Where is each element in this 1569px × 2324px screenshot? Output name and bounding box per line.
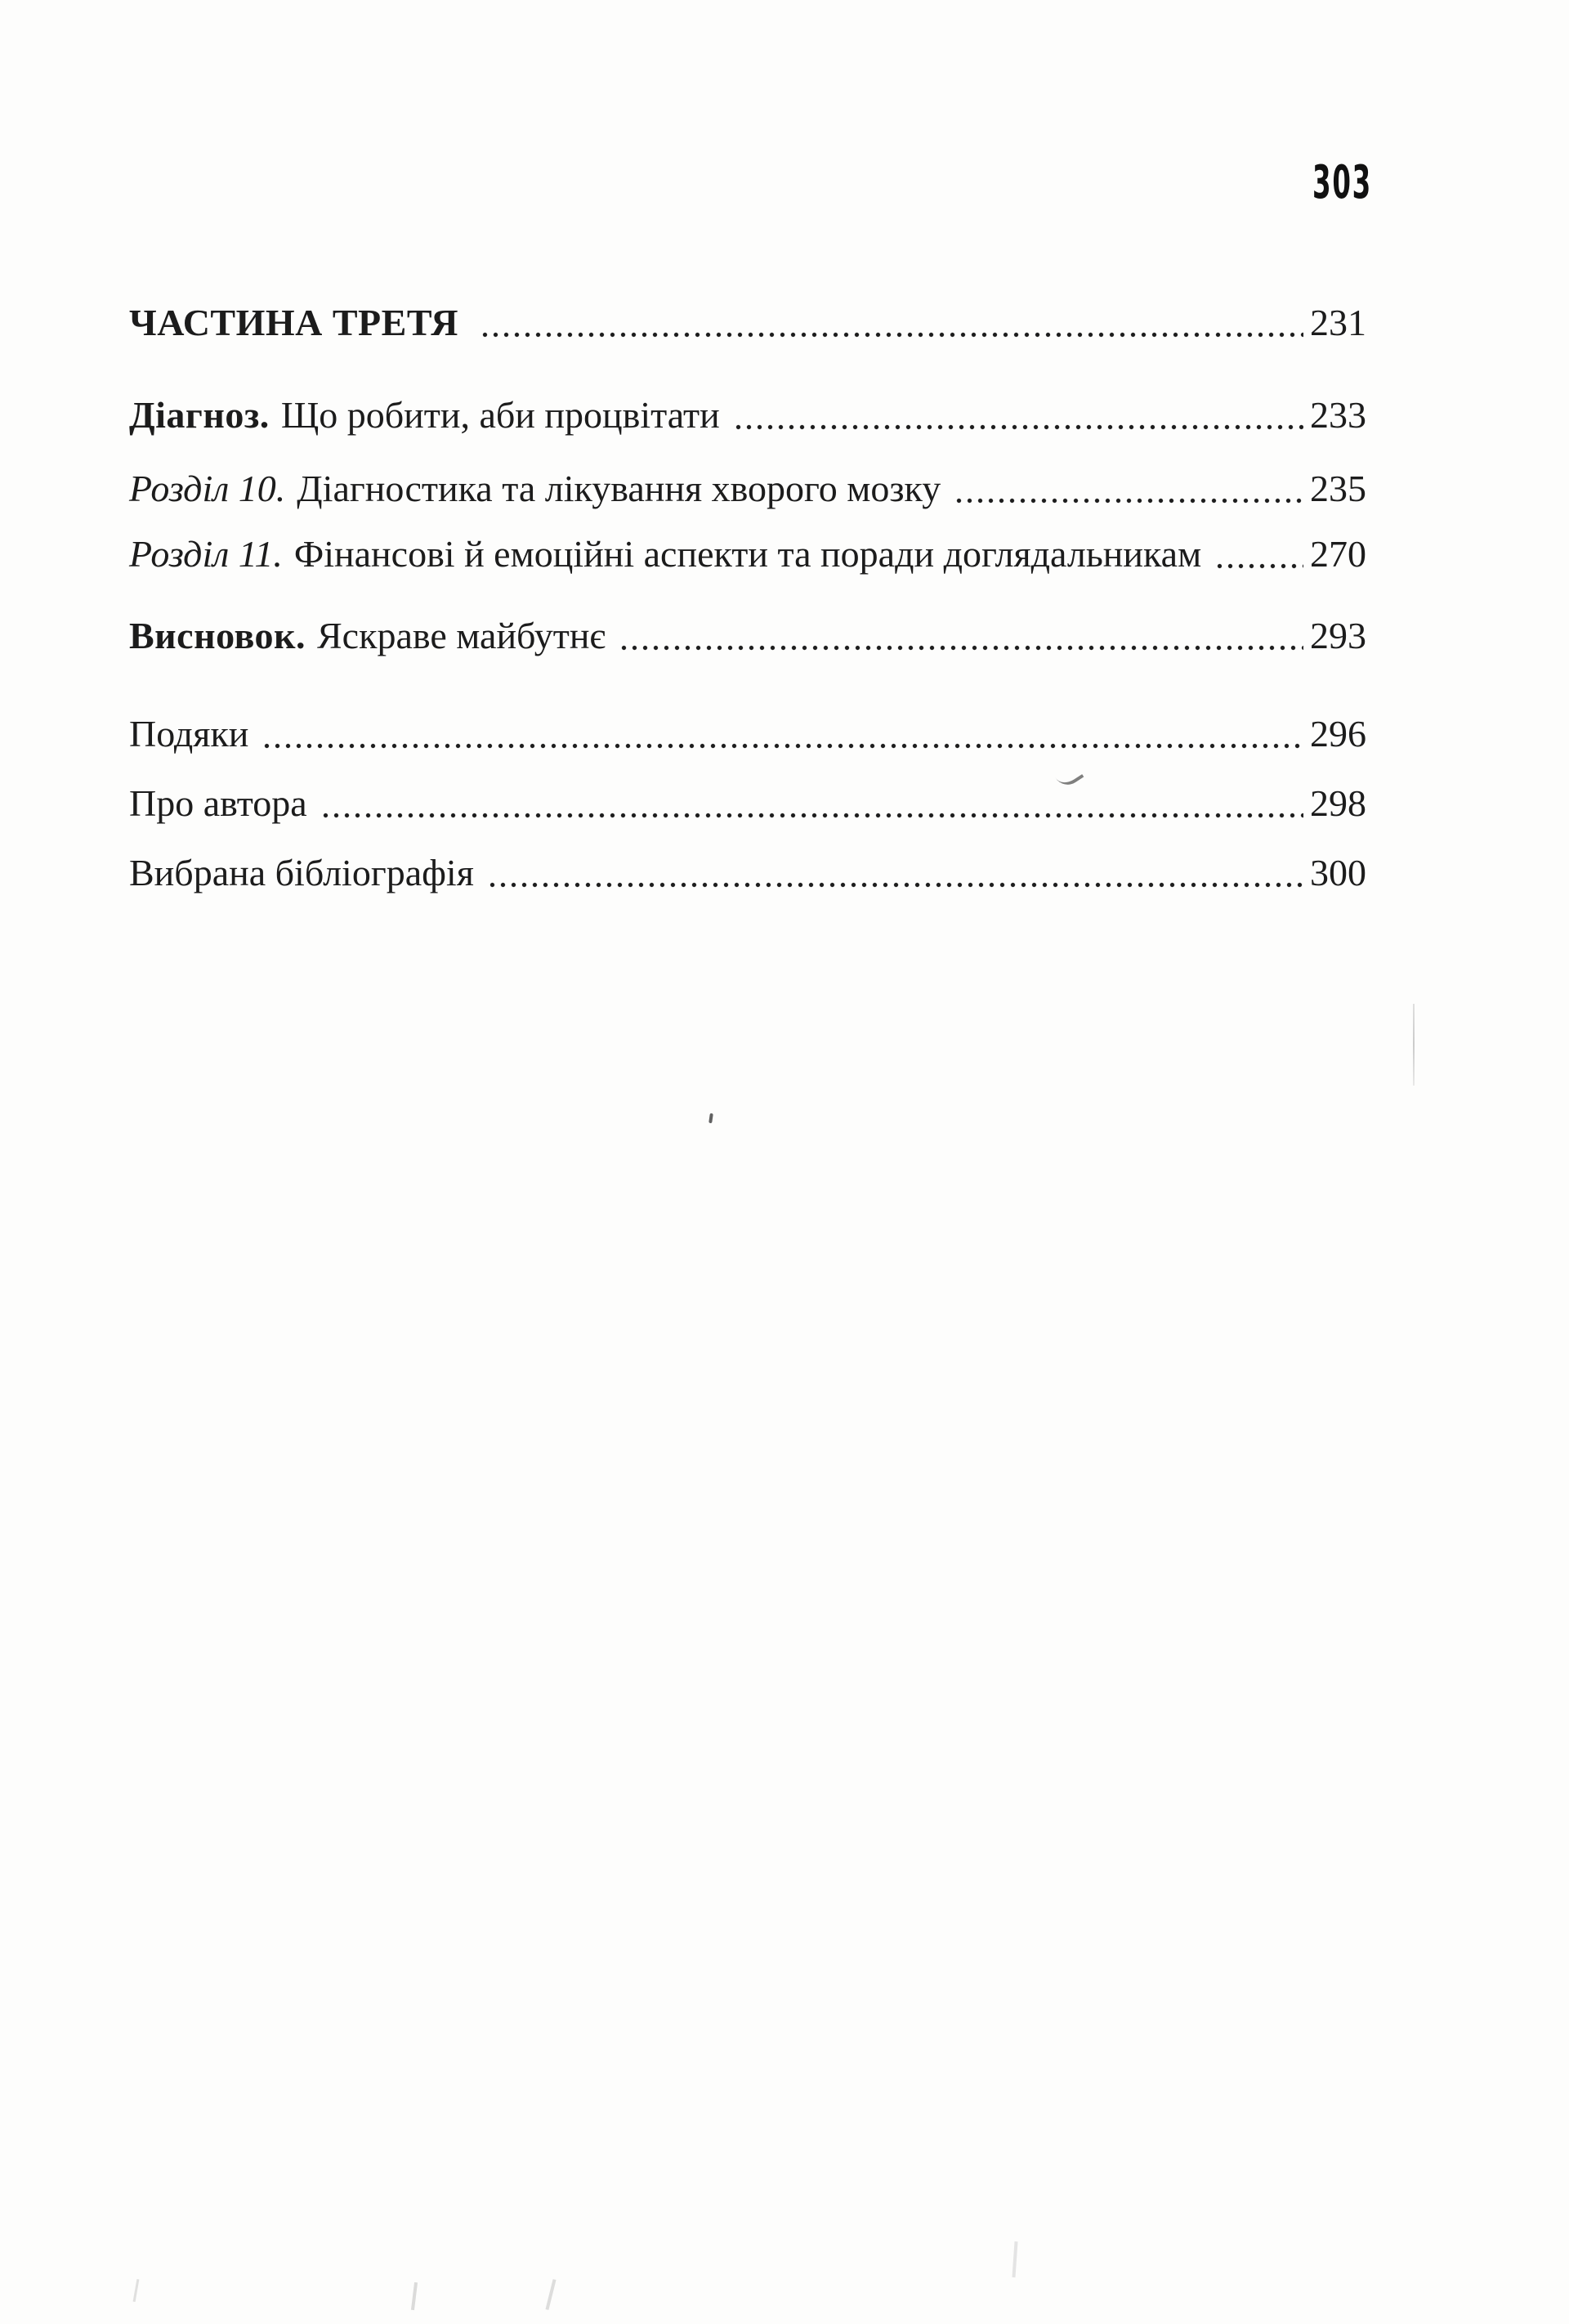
toc-entry-title: Яскраве майбутнє xyxy=(317,615,606,656)
toc-entry xyxy=(129,392,1366,439)
dot-leader xyxy=(260,710,1303,758)
scan-artifact-smudge xyxy=(411,2282,418,2310)
toc-entry-page-number: 296 xyxy=(1310,713,1366,755)
toc-entry xyxy=(129,612,1366,660)
table-of-contents xyxy=(129,299,1366,897)
dot-leader xyxy=(478,299,1303,347)
toc-entry-page-number: 233 xyxy=(1310,394,1366,436)
dot-leader xyxy=(1213,531,1303,578)
toc-entry-prefix: Висновок. xyxy=(129,615,306,656)
toc-entry-page-number: 300 xyxy=(1310,852,1366,893)
toc-entry-page-number: 235 xyxy=(1310,468,1366,509)
dot-leader xyxy=(731,392,1303,439)
toc-entry xyxy=(129,531,1366,578)
toc-entry xyxy=(129,465,1366,513)
toc-entry-title: Подяки xyxy=(129,713,249,755)
toc-entry-title: Діагностика та лікування хворого мозку xyxy=(297,468,941,509)
scan-artifact-speck xyxy=(709,1113,713,1123)
toc-entry-page-number: 298 xyxy=(1310,782,1366,824)
toc-entry-prefix: Розділ 11. xyxy=(129,533,283,575)
toc-entry xyxy=(129,710,1366,758)
page-number-folio: 303 xyxy=(1312,156,1373,209)
dot-leader xyxy=(485,849,1303,897)
toc-entry-page-number: 293 xyxy=(1310,615,1366,656)
toc-entry-page-number: 231 xyxy=(1310,302,1366,343)
dot-leader xyxy=(617,612,1303,660)
toc-entry-page-number: 270 xyxy=(1310,533,1366,575)
toc-entry xyxy=(129,780,1366,827)
scan-artifact-scratch xyxy=(1413,1004,1415,1086)
scan-artifact-smudge xyxy=(545,2279,556,2310)
toc-entry-title: Вибрана бібліографія xyxy=(129,852,474,893)
toc-entry xyxy=(129,299,1366,347)
toc-entry-prefix: Розділ 10. xyxy=(129,468,286,509)
scan-artifact-smudge xyxy=(1012,2241,1017,2277)
dot-leader xyxy=(319,780,1303,827)
toc-entry-title: Про автора xyxy=(129,782,307,824)
toc-entry-title: Що робити, аби процвітати xyxy=(280,394,720,436)
toc-entry-title: Фінансові й емоційні аспекти та поради доглядальникам xyxy=(293,533,1202,575)
toc-entry xyxy=(129,849,1366,897)
toc-entry-prefix: Діагноз. xyxy=(129,394,270,436)
scan-artifact-smudge xyxy=(133,2279,140,2302)
toc-entry-prefix: ЧАСТИНА ТРЕТЯ xyxy=(129,302,458,343)
dot-leader xyxy=(952,465,1303,513)
